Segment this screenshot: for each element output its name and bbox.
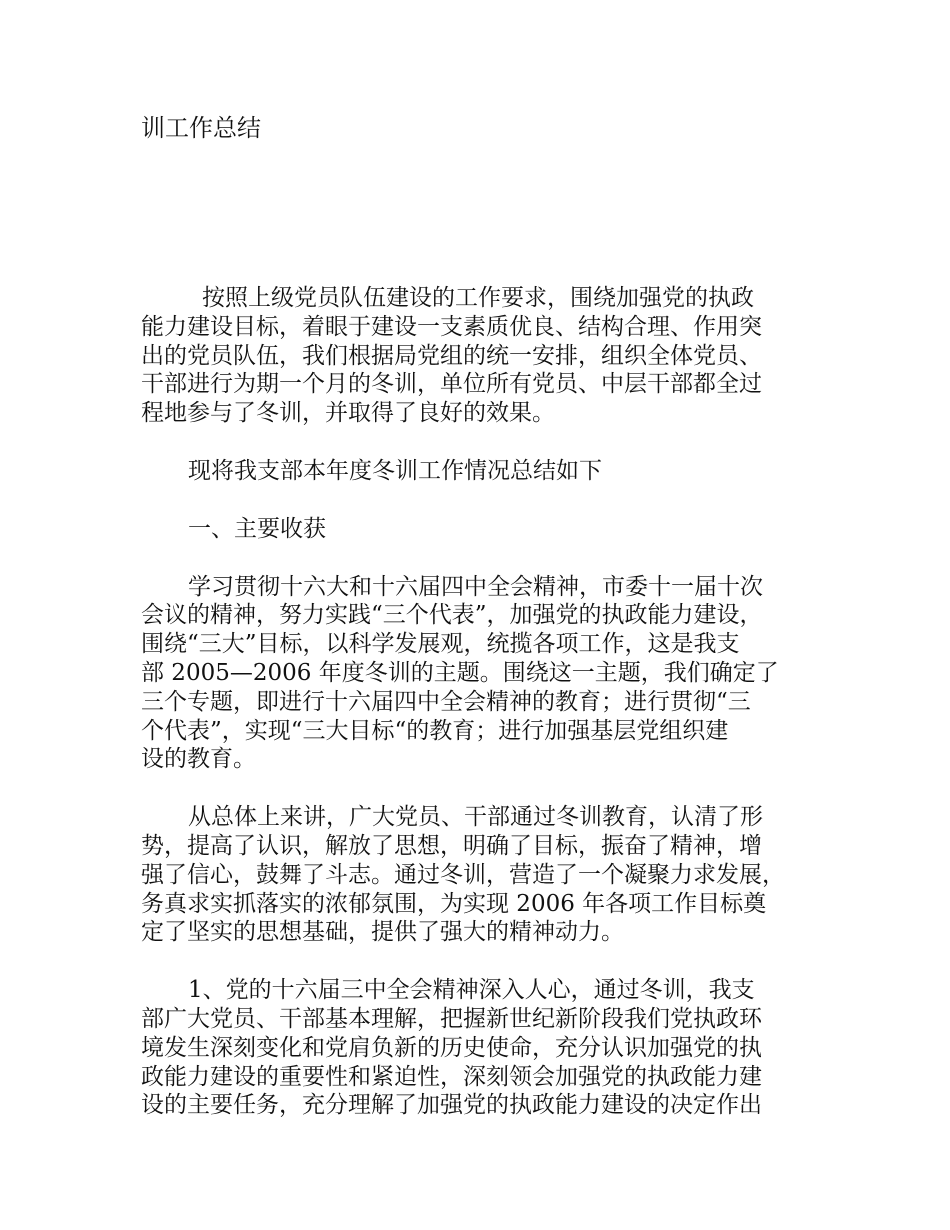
- text-line: 部 2005—2006 年度冬训的主题。围绕这一主题，我们确定了: [141, 659, 779, 686]
- text-line: 一、主要收获: [188, 515, 326, 542]
- paragraph-summary-lead: [141, 457, 831, 486]
- document-title: 训工作总结: [141, 114, 261, 142]
- text-line: 干部进行为期一个月的冬训，单位所有党员、中层干部都全过: [141, 371, 762, 398]
- text-line: 三个专题，即进行十六届四中全会精神的教育；进行贯彻“三: [141, 688, 751, 715]
- text-line: 1、党的十六届三中全会精神深入人心，通过冬训，我支: [188, 977, 755, 1004]
- text-line: 强了信心，鼓舞了斗志。通过冬训，营造了一个凝聚力求发展，: [141, 861, 785, 888]
- document-body: [141, 284, 831, 1149]
- text-line: 个代表”，实现“三大目标“的教育；进行加强基层党组织建: [141, 717, 729, 744]
- text-line: 围绕“三大”目标，以科学发展观，统揽各项工作，这是我支: [141, 631, 740, 658]
- text-line: 设的教育。: [141, 746, 256, 773]
- paragraph-overview: [141, 803, 831, 947]
- text-line: 务真求实抓落实的浓郁氛围，为实现 2006 年各项工作目标奠: [141, 890, 767, 917]
- paragraph-theme: [141, 573, 831, 775]
- text-line: 出的党员队伍，我们根据局党组的统一安排，组织全体党员、: [141, 342, 762, 369]
- text-line: 设的主要任务，充分理解了加强党的执政能力建设的决定作出: [141, 1092, 762, 1119]
- text-line: 境发生深刻变化和党肩负新的历史使命，充分认识加强党的执: [141, 1034, 762, 1061]
- text-line: 政能力建设的重要性和紧迫性，深刻领会加强党的执政能力建: [141, 1063, 762, 1090]
- text-line: 部广大党员、干部基本理解，把握新世纪新阶段我们党执政环: [141, 1005, 762, 1032]
- text-line: 学习贯彻十六大和十六届四中全会精神，市委十一届十次: [188, 573, 763, 600]
- text-line: 势，提高了认识，解放了思想，明确了目标，振奋了精神，增: [141, 832, 762, 859]
- text-line: 定了坚实的思想基础，提供了强大的精神动力。: [141, 919, 624, 946]
- text-line: 会议的精神，努力实践“三个代表”，加强党的执政能力建设，: [141, 602, 763, 629]
- text-line: 按照上级党员队伍建设的工作要求，围绕加强党的执政: [202, 285, 754, 311]
- paragraph-intro: [141, 284, 831, 428]
- section-heading: [141, 515, 831, 544]
- text-line: 从总体上来讲，广大党员、干部通过冬训教育，认清了形: [188, 804, 763, 831]
- text-line: 程地参与了冬训，并取得了良好的效果。: [141, 400, 555, 427]
- text-line: 现将我支部本年度冬训工作情况总结如下: [188, 457, 602, 484]
- text-line: 能力建设目标，着眼于建设一支素质优良、结构合理、作用突: [141, 313, 762, 340]
- paragraph-point-1: [141, 976, 831, 1120]
